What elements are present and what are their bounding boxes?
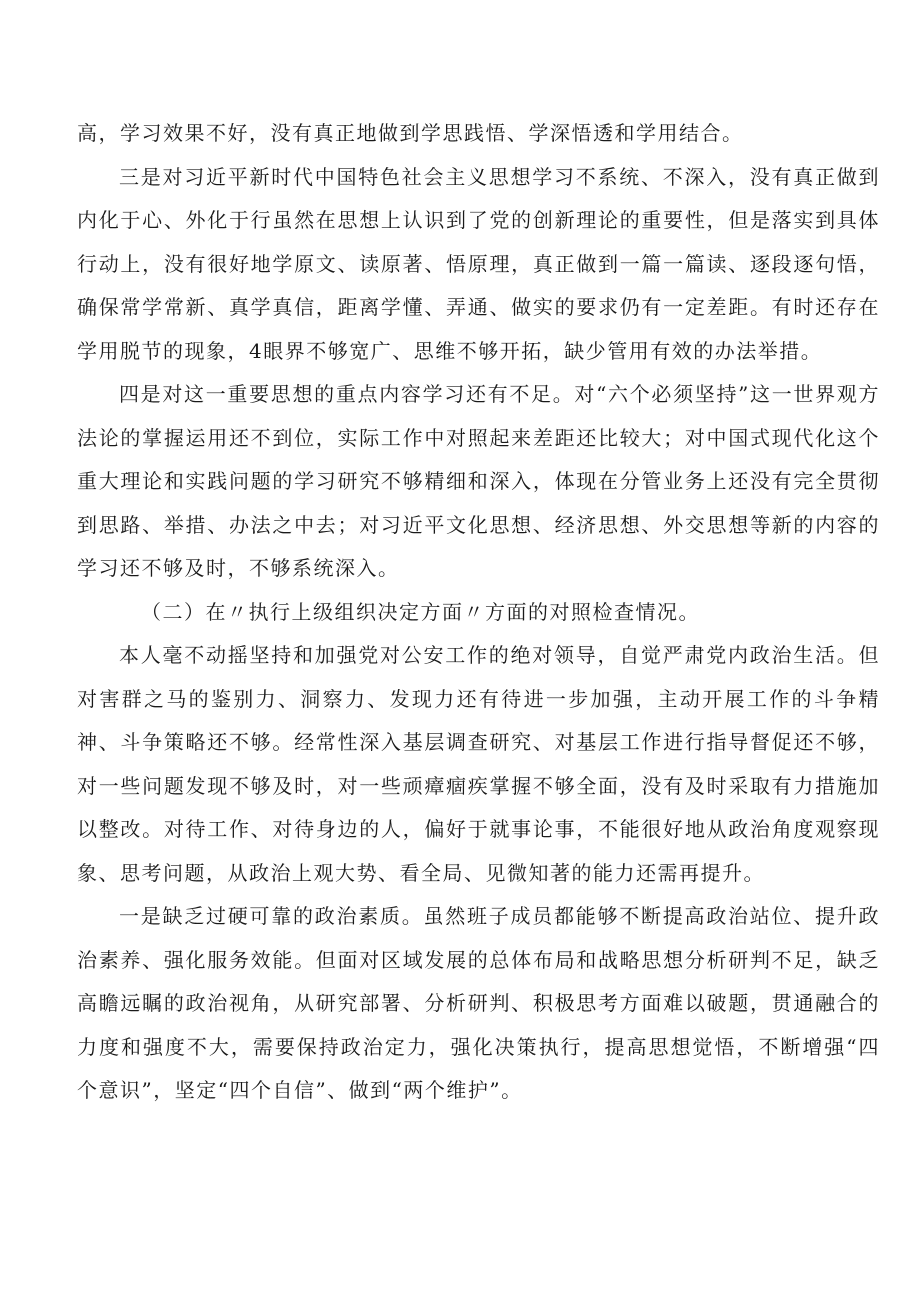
paragraph-point-three: 三是对习近平新时代中国特色社会主义思想学习不系统、不深入，没有真正做到内化于心、外化于行虽然在思想上认识到了党的创新理论的重要性，但是落实到具体行动上，没有很好地学原文、读原著、悟原理，真正做到一篇一篇读、逐段逐句悟，确保常学常新、真学真信，距离学懂、弄通、做实的要求仍有一定差距。有时还存在学用脱节的现象，4眼界不够宽广、思维不够开拓，缺少管用有效的办法举措。	[77, 164, 880, 363]
paragraph-point-one: 一是缺乏过硬可靠的政治素质。虽然班子成员都能够不断提高政治站位、提升政治素养、强化服务效能。但面对区域发展的总体布局和战略思想分析研判不足，缺乏高瞻远瞩的政治视角，从研究部署、分析研判、积极思考方面难以破题，贯通融合的力度和强度不大，需要保持政治定力，强化决策执行，提高思想觉悟，不断增强“四个意识”，坚定“四个自信”、做到“两个维护”。	[77, 904, 880, 1102]
paragraph-point-four: 四是对这一重要思想的重点内容学习还有不足。对“六个必须坚持”这一世界观方法论的掌握运用还不到位，实际工作中对照起来差距还比较大；对中国式现代化这个重大理论和实践问题的学习研究不够精细和深入，体现在分管业务上还没有完全贯彻到思路、举措、办法之中去；对习近平文化思想、经济思想、外交思想等新的内容的学习还不够及时，不够系统深入。	[77, 382, 880, 580]
paragraph-continuation: 高，学习效果不好，没有真正地做到学思践悟、学深悟透和学用结合。	[77, 121, 744, 145]
paragraph-section-intro: 本人毫不动摇坚持和加强党对公安工作的绝对领导，自觉严肃党内政治生活。但对害群之马的鉴别力、洞察力、发现力还有待进一步加强，主动开展工作的斗争精神、斗争策略还不够。经常性深入基层调查研究、对基层工作进行指导督促还不够，对一些问题发现不够及时，对一些顽瘴痼疾掌握不够全面，没有及时采取有力措施加以整改。对待工作、对待身边的人，偏好于就事论事，不能很好地从政治角度观察现象、思考问题，从政治上观大势、看全局、见微知著的能力还需再提升。	[77, 643, 880, 885]
section-heading: （二）在〃执行上级组织决定方面〃方面的对照检查情况。	[141, 599, 700, 624]
